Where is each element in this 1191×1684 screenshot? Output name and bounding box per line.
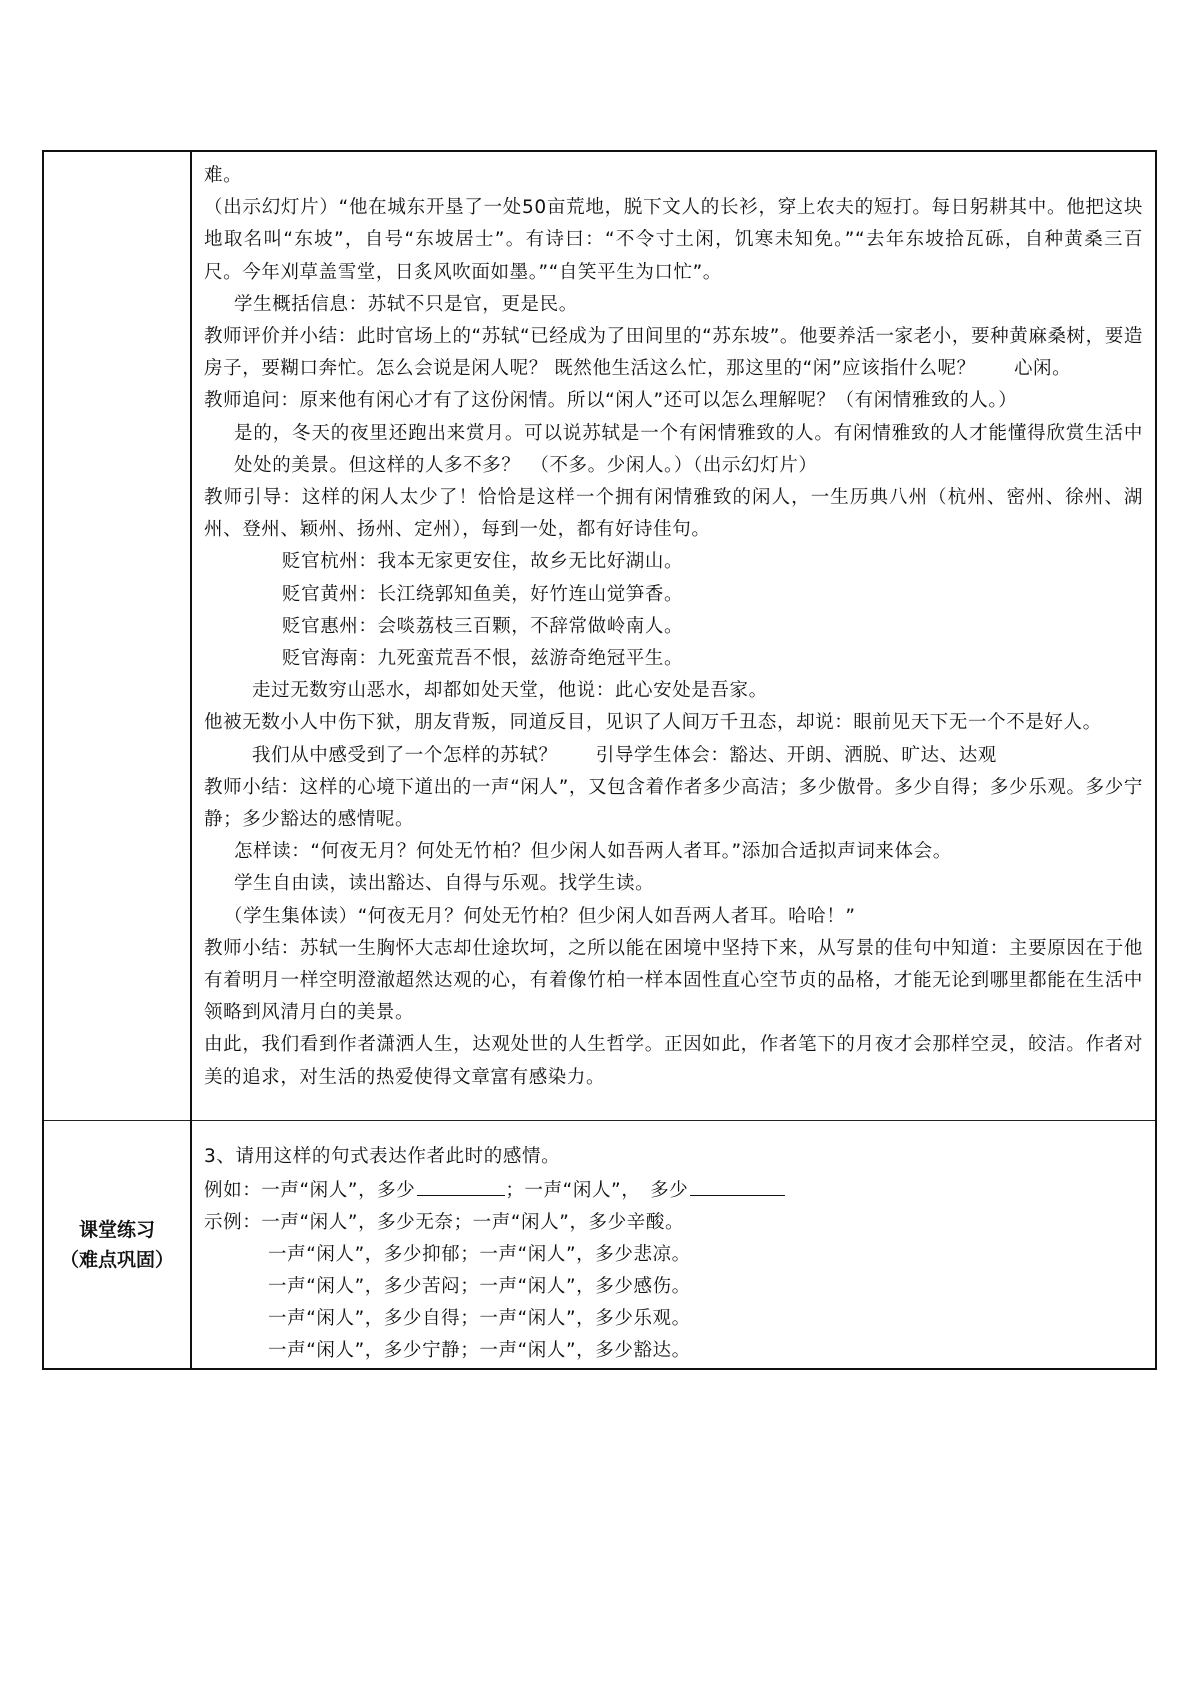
paragraph: 教师评价并小结：此时官场上的“苏轼“已经成为了田间里的“苏东坡”。他要养活一家老小，要种黄麻桑树，要造房子，要糊口奔忙。怎么会说是闲人呢？ 既然他生活这么忙，那这里的“闲”应该指什么呢？ 心闲。 bbox=[204, 326, 1143, 380]
poem-line: 贬官杭州：我本无家更安住，故乡无比好湖山。 bbox=[282, 551, 684, 573]
table-row bbox=[43, 151, 1156, 1121]
sample-line: 一声“闲人”，多少自得；一声“闲人”，多少乐观。 bbox=[268, 1308, 691, 1329]
lesson-content-cell bbox=[191, 151, 1156, 1121]
paragraph: 教师小结：苏轼一生胸怀大志却仕途坎坷，之所以能在困境中坚持下来，从写景的佳句中知道：主要原因在于他有着明月一样空明澄澈超然达观的心，有着像竹柏一样本固性直心空节贞的品格，才能无论到哪里都能在生活中领略到风清月白的美景。 bbox=[204, 937, 1143, 1024]
paragraph: 由此，我们看到作者潇洒人生，达观处世的人生哲学。正因如此，作者笔下的月夜才会那样空灵，皎洁。作者对美的追求，对生活的热爱使得文章富有感染力。 bbox=[204, 1034, 1143, 1088]
paragraph: 难。 bbox=[204, 165, 243, 186]
exercise-prompt: 3、请用这样的句式表达作者此时的感情。 bbox=[204, 1146, 561, 1167]
paragraph: 教师追问：原来他有闲心才有了这份闲情。所以“闲人”还可以怎么理解呢？（有闲情雅致的人。） bbox=[204, 390, 1018, 412]
exercise-content bbox=[192, 1121, 1155, 1367]
paragraph: 他被无数小人中伤下狱，朋友背叛，同道反目，见识了人间万千丑态，却说：眼前见天下无一个不是好人。 bbox=[204, 712, 1102, 734]
section-label-line: 课堂练习 bbox=[78, 1218, 155, 1241]
paragraph: 教师小结：这样的心境下道出的一声“闲人”，又包含着作者多少高洁；多少傲骨。多少自得；多少乐观。多少宁静；多少豁达的感情呢。 bbox=[204, 776, 1143, 831]
paragraph: 学生概括信息：苏轼不只是官，更是民。 bbox=[234, 293, 578, 315]
section-label-cell bbox=[43, 1121, 191, 1370]
example-line bbox=[204, 1173, 1143, 1207]
fill-blank[interactable] bbox=[690, 1173, 785, 1196]
sample-line: 示例：一声“闲人”，多少无奈；一声“闲人”，多少辛酸。 bbox=[204, 1212, 685, 1233]
paragraph: 我们从中感受到了一个怎样的苏轼？ 引导学生体会：豁达、开朗、洒脱、旷达、达观 bbox=[252, 744, 997, 766]
paragraph: （出示幻灯片）“他在城东开垦了一处50亩荒地，脱下文人的长衫，穿上农夫的短打。每日躬耕其中。他把这块地取名叫“东坡”，自号“东坡居士”。有诗曰：“不令寸土闲，饥寒未知免。”“去年东坡拾瓦砾，自种黄桑三百尺。今年刈草盖雪堂，日炙风吹面如墨。”“自笑平生为口忙”。 bbox=[204, 197, 1143, 283]
example-text: ；一声“闲人”， 多少 bbox=[505, 1180, 689, 1201]
paragraph: （学生集体读）“何夜无月？何处无竹柏？但少闲人如吾两人者耳。哈哈！” bbox=[224, 905, 856, 927]
poem-line: 贬官黄州：长江绕郭知鱼美，好竹连山觉笋香。 bbox=[282, 583, 684, 605]
section-label bbox=[44, 1215, 190, 1275]
sample-line: 一声“闲人”，多少宁静；一声“闲人”，多少豁达。 bbox=[268, 1340, 691, 1361]
lesson-plan-table bbox=[42, 150, 1157, 1370]
example-text: 例如：一声“闲人”，多少 bbox=[204, 1180, 416, 1201]
exercise-content-cell bbox=[191, 1121, 1156, 1370]
paragraph: 走过无数穷山恶水，却都如处天堂，他说：此心安处是吾家。 bbox=[252, 680, 768, 702]
lesson-content bbox=[192, 152, 1155, 1094]
paragraph: 学生自由读，读出豁达、自得与乐观。找学生读。 bbox=[234, 873, 655, 895]
table-row bbox=[43, 1121, 1156, 1370]
fill-blank[interactable] bbox=[417, 1173, 505, 1196]
empty-label-cell bbox=[43, 151, 191, 1121]
poem-line: 贬官惠州：会啖荔枝三百颗，不辞常做岭南人。 bbox=[282, 615, 684, 637]
paragraph: 是的，冬天的夜里还跑出来赏月。可以说苏轼是一个有闲情雅致的人。有闲情雅致的人才能懂得欣赏生活中处处的美景。但这样的人多不多？ （不多。少闲人。）（出示幻灯片） bbox=[234, 422, 1143, 476]
paragraph: 怎样读：“何夜无月？何处无竹柏？但少闲人如吾两人者耳。”添加合适拟声词来体会。 bbox=[234, 841, 952, 863]
sample-line: 一声“闲人”，多少苦闷；一声“闲人”，多少感伤。 bbox=[268, 1276, 691, 1297]
poem-line: 贬官海南：九死蛮荒吾不恨，兹游奇绝冠平生。 bbox=[282, 648, 684, 670]
sample-line: 一声“闲人”，多少抑郁；一声“闲人”，多少悲凉。 bbox=[268, 1244, 691, 1265]
paragraph: 教师引导：这样的闲人太少了！恰恰是这样一个拥有闲情雅致的闲人，一生历典八州（杭州、密州、徐州、湖州、登州、颖州、扬州、定州），每到一处，都有好诗佳句。 bbox=[204, 487, 1143, 541]
section-label-line: （难点巩固） bbox=[59, 1248, 174, 1271]
